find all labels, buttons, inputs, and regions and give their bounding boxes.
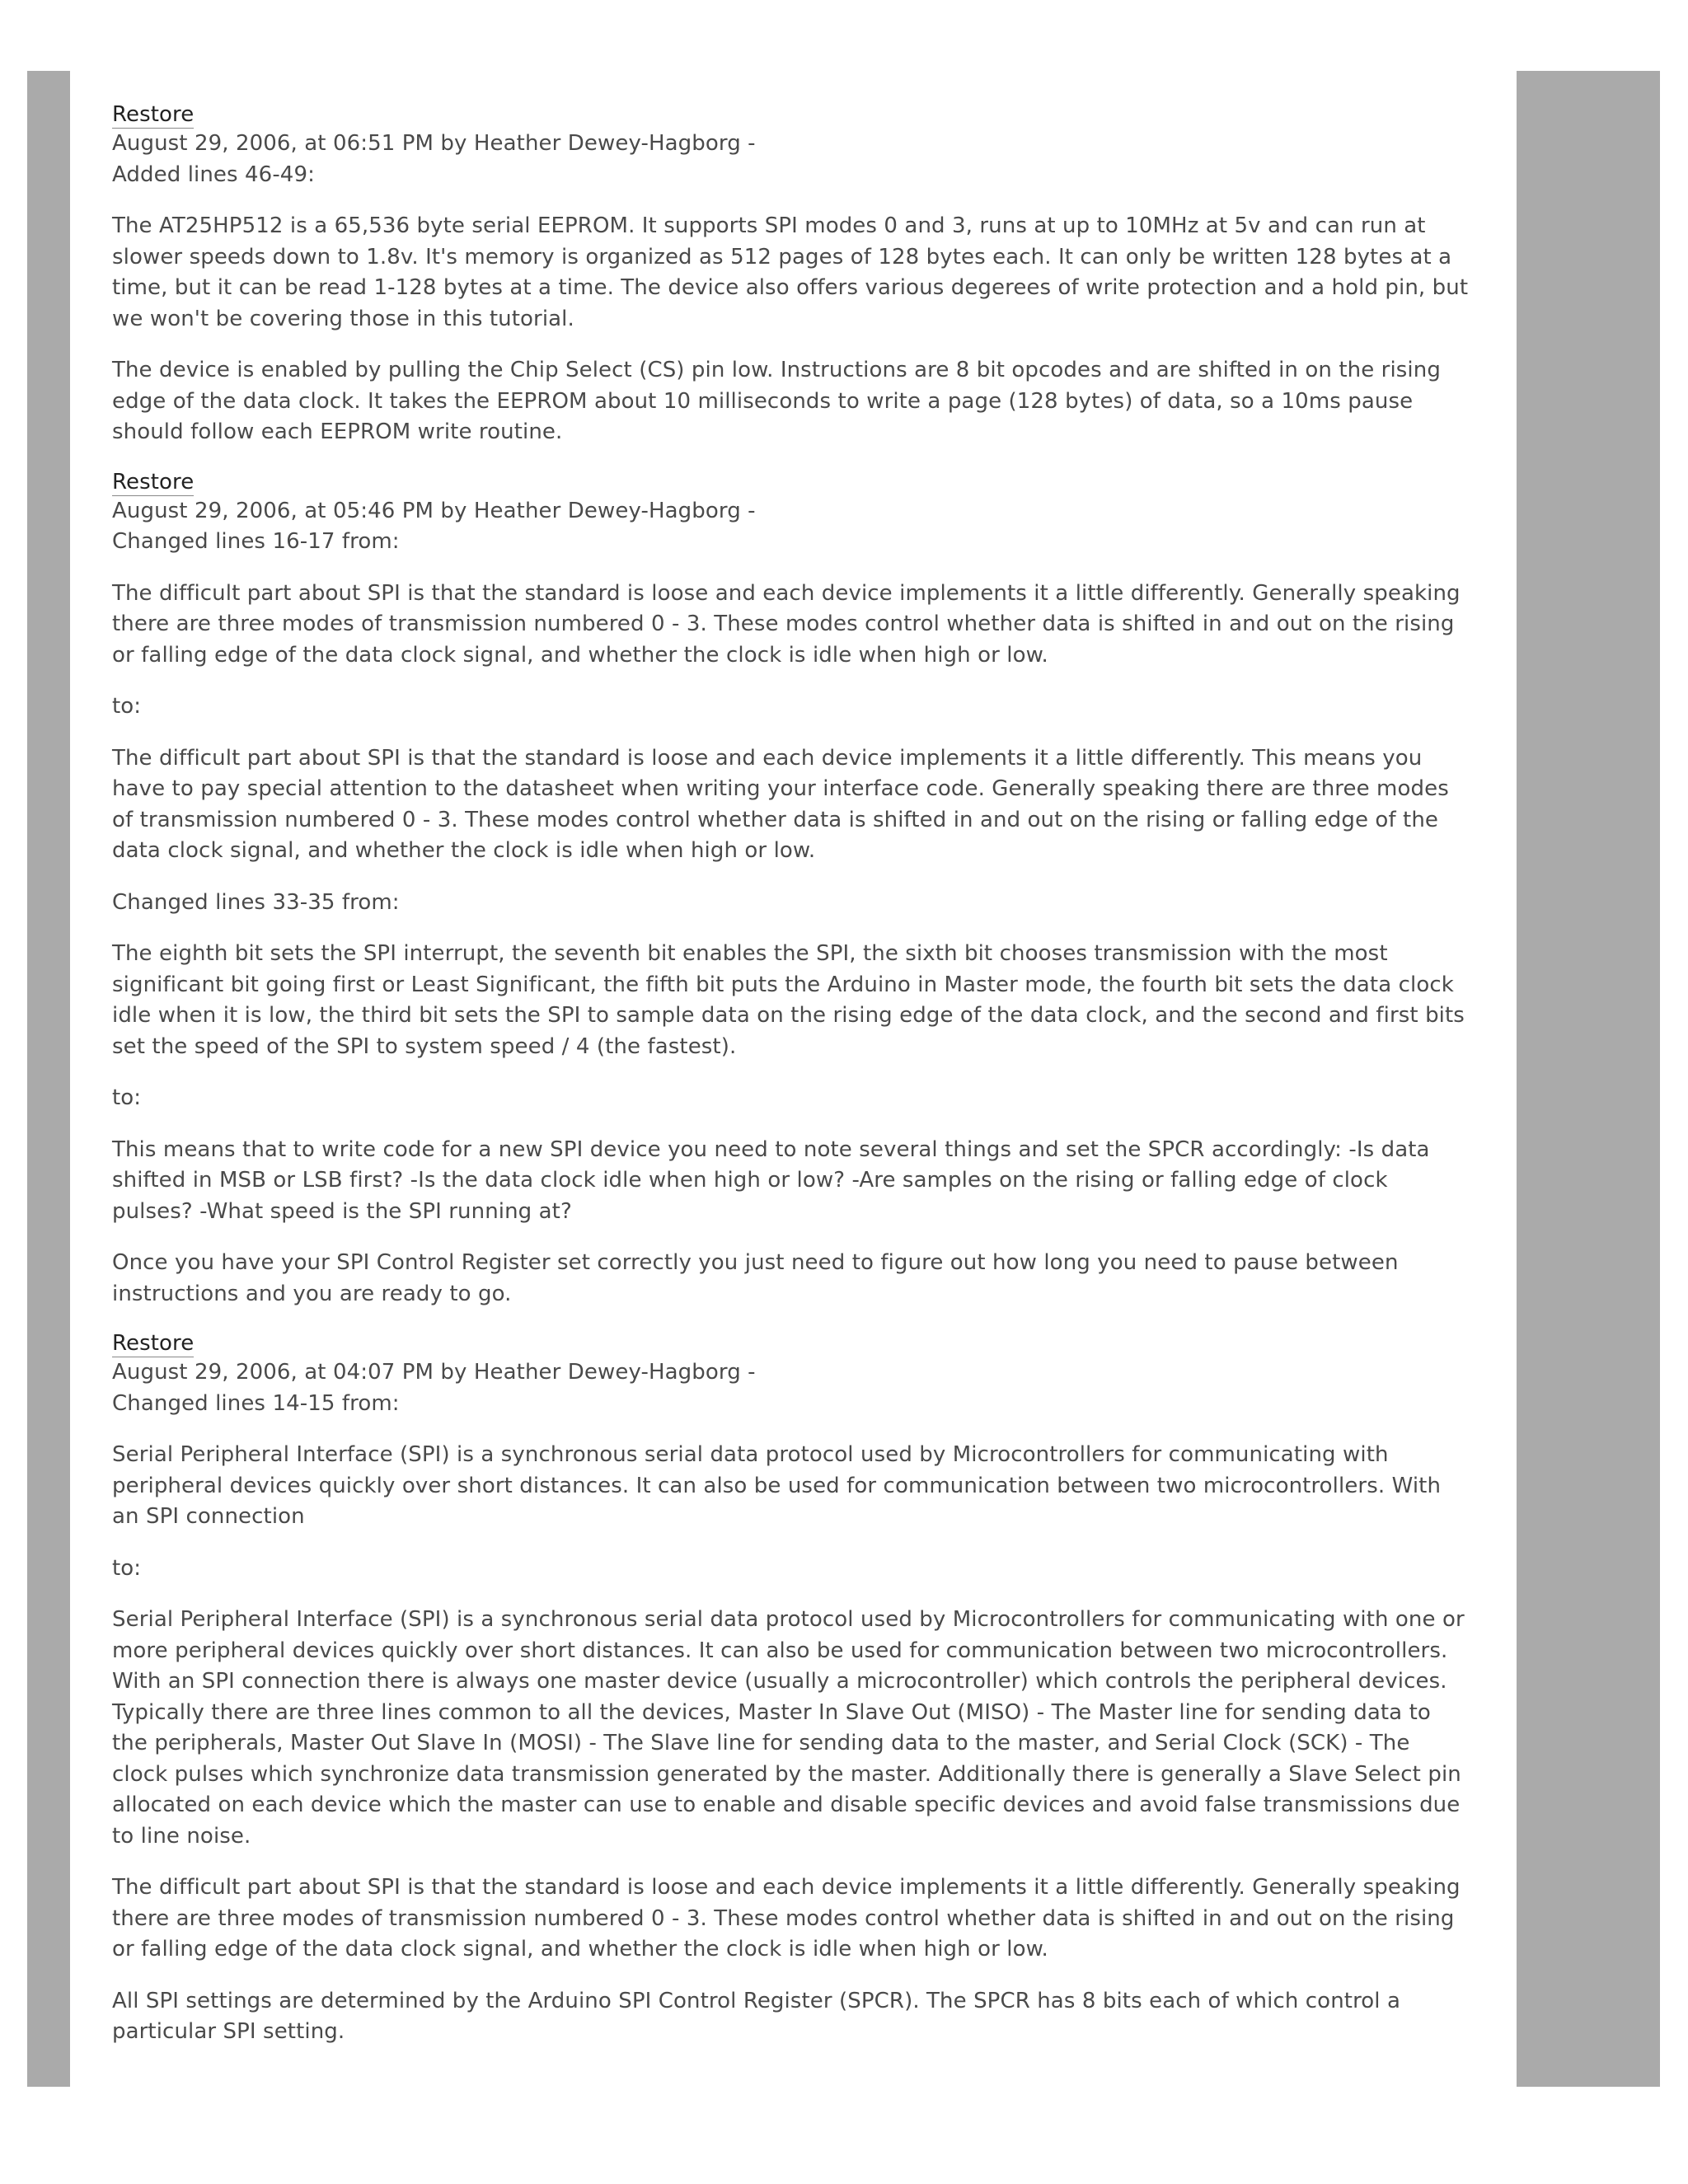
entry-paragraph: to: (112, 1555, 142, 1581)
restore-link[interactable]: Restore (112, 102, 195, 127)
restore-link[interactable]: Restore (112, 1331, 195, 1356)
entry-paragraph: Changed lines 33-35 from: (112, 889, 400, 915)
entry-header (112, 1330, 1472, 1419)
entry-paragraph: to: (112, 1085, 142, 1110)
entry-change-summary: Changed lines 14-15 from: (112, 1390, 400, 1416)
right-sidebar-bar (1517, 71, 1660, 2087)
entry-paragraph: The AT25HP512 is a 65,536 byte serial EEPROM. It supports SPI modes 0 and 3, runs at up to 10MHz at 5v and can run at slower speeds down to 1.8v. It's memory is organized as 512 pages of 128 bytes each. It can only be written 128 bytes at a time, but it can be read 1-128 bytes at a time. The device also offers various degerees of write protection and a hold pin, but we won't be covering those in this tutorial. (112, 213, 1469, 331)
history-entry (112, 1330, 1472, 2048)
history-entry (112, 469, 1472, 1310)
entry-paragraph: The device is enabled by pulling the Chip Select (CS) pin low. Instructions are 8 bit opcodes and are shifted in on the rising edge of the data clock. It takes the EEPROM about 10 milliseconds to write a page (128 bytes) of data, so a 10ms pause should follow each EEPROM write routine. (112, 358, 1441, 444)
entry-paragraph: Serial Peripheral Interface (SPI) is a synchronous serial data protocol used by Microcontrollers for communicating with peripheral devices quickly over short distances. It can also be used for communication between two microcontrollers. With an SPI connection (112, 1442, 1442, 1529)
entry-change-summary: Added lines 46-49: (112, 162, 315, 187)
entry-paragraph: Serial Peripheral Interface (SPI) is a synchronous serial data protocol used by Microcontrollers for communicating with one or more peripheral devices quickly over short distances. It can also be used for communication between two microcontrollers. With an SPI connection there is always one master device (usually a microcontroller) which controls the peripheral devices. Typically there are three lines common to all the devices, Master In Slave Out (MISO) - The Master line for sending data to the peripherals, Master Out Slave In (MOSI) - The Slave line for sending data to the master, and Serial Clock (SCK) - The clock pulses which synchronize data transmission generated by the master. Additionally there is generally a Slave Select pin allocated on each device which the master can use to enable and disable specific devices and avoid false transmissions due to line noise. (112, 1607, 1465, 1849)
entry-change-summary: Changed lines 16-17 from: (112, 529, 400, 554)
entry-paragraph: This means that to write code for a new SPI device you need to note several things and set the SPCR accordingly: -Is data shifted in MSB or LSB first? -Is the data clock idle when high or low? -Are samples on the rising or falling edge of clock pulses? -What speed is the SPI running at? (112, 1137, 1430, 1224)
entry-header (112, 101, 1472, 190)
entry-paragraph: The difficult part about SPI is that the standard is loose and each device implements it a little differently. Generally speaking there are three modes of transmission numbered 0 - 3. These modes control whether data is shifted in and out on the rising or falling edge of the data clock signal, and whether the clock is idle when high or low. (112, 1875, 1461, 1961)
entry-paragraph: All SPI settings are determined by the Arduino SPI Control Register (SPCR). The SPCR has 8 bits each of which control a particular SPI setting. (112, 1988, 1401, 2044)
entry-meta: August 29, 2006, at 05:46 PM by Heather Dewey-Hagborg - (112, 498, 756, 523)
entry-paragraph: Once you have your SPI Control Register set correctly you just need to figure out how long you need to pause between instructions and you are ready to go. (112, 1250, 1399, 1306)
entry-header (112, 469, 1472, 558)
entry-paragraph: The difficult part about SPI is that the standard is loose and each device implements it a little differently. This means you have to pay special attention to the datasheet when writing your interface code. Generally speaking there are three modes of transmission numbered 0 - 3. These modes control whether data is shifted in and out on the rising or falling edge of the data clock signal, and whether the clock is idle when high or low. (112, 745, 1449, 863)
restore-link[interactable]: Restore (112, 469, 195, 494)
history-entry (112, 101, 1472, 448)
left-sidebar-bar (27, 71, 70, 2087)
entry-paragraph: The difficult part about SPI is that the standard is loose and each device implements it a little differently. Generally speaking there are three modes of transmission numbered 0 - 3. These modes control whether data is shifted in and out on the rising or falling edge of the data clock signal, and whether the clock is idle when high or low. (112, 580, 1461, 668)
entry-meta: August 29, 2006, at 06:51 PM by Heather Dewey-Hagborg - (112, 131, 756, 156)
entry-meta: August 29, 2006, at 04:07 PM by Heather Dewey-Hagborg - (112, 1360, 756, 1385)
page-history-content (112, 97, 1472, 2069)
entry-paragraph: to: (112, 694, 142, 719)
entry-paragraph: The eighth bit sets the SPI interrupt, the seventh bit enables the SPI, the sixth bit chooses transmission with the most significant bit going first or Least Significant, the fifth bit puts the Arduino in Master mode, the fourth bit sets the data clock idle when it is low, the third bit sets the SPI to sample data on the rising edge of the data clock, and the second and first bits set the speed of the SPI to system speed / 4 (the fastest). (112, 941, 1465, 1059)
